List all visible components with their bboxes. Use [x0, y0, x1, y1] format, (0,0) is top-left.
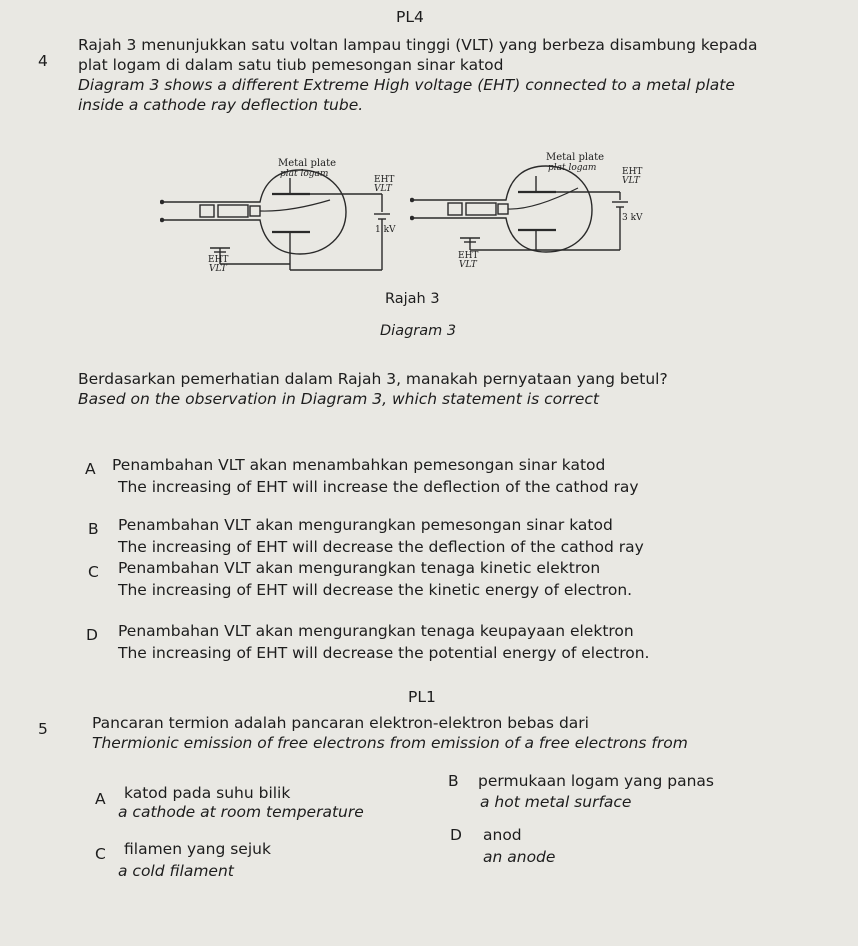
q4-option-d-ms: Penambahan VLT akan mengurangkan tenaga keupayaan elektron: [118, 622, 634, 640]
q5-option-c-en: a cold filament: [118, 862, 234, 880]
right-eht-bottom: EHT: [458, 251, 479, 261]
diagram-caption-ms: Rajah 3: [385, 291, 440, 307]
q4-option-b-letter: B: [88, 520, 99, 538]
q5-option-d-ms: anod: [483, 826, 522, 844]
q4-option-b-ms: Penambahan VLT akan mengurangkan pemesongan sinar katod: [118, 516, 613, 534]
question-4-stem-ms: Berdasarkan pemerhatian dalam Rajah 3, manakah pernyataan yang betul?: [78, 370, 668, 388]
q4-option-b-en: The increasing of EHT will decrease the deflection of the cathod ray: [118, 538, 644, 556]
right-voltage: 3 kV: [622, 213, 643, 223]
q5-option-d-en: an anode: [483, 848, 556, 866]
diagram-left: [160, 152, 420, 287]
left-vlt-bottom: VLT: [209, 264, 227, 274]
question-4-stem-en: Based on the observation in Diagram 3, which statement is correct: [78, 390, 599, 408]
left-plate-label-en: Metal plate: [278, 158, 337, 169]
q4-option-a-ms: Penambahan VLT akan menambahkan pemesongan sinar katod: [112, 456, 606, 474]
question-4-number: 4: [38, 52, 48, 70]
q5-option-b-en: a hot metal surface: [480, 793, 632, 811]
diagram-right: [410, 140, 660, 275]
q4-option-a-en: The increasing of EHT will increase the deflection of the cathod ray: [118, 478, 639, 496]
q5-option-a-ms: katod pada suhu bilik: [124, 784, 291, 802]
q5-option-b-letter: B: [448, 772, 459, 790]
left-eht-top: EHT: [374, 175, 395, 185]
question-4-intro-ms-line1: Rajah 3 menunjukkan satu voltan lampau tinggi (VLT) yang berbeza disambung kepada: [78, 36, 758, 54]
question-4-intro-en-line1: Diagram 3 shows a different Extreme High voltage (EHT) connected to a metal plate: [78, 76, 735, 94]
q5-option-d-letter: D: [450, 826, 462, 844]
q4-option-c-letter: C: [88, 563, 99, 581]
question-4-tag: PL4: [396, 8, 424, 26]
left-plate-label-ms: plat logam: [280, 169, 329, 179]
question-5-tag: PL1: [408, 688, 436, 706]
q4-option-c-ms: Penambahan VLT akan mengurangkan tenaga kinetic elektron: [118, 559, 601, 577]
question-5-stem-ms: Pancaran termion adalah pancaran elektron-elektron bebas dari: [92, 714, 589, 732]
q5-option-c-ms: filamen yang sejuk: [124, 840, 271, 858]
diagram-caption-en: Diagram 3: [380, 323, 457, 339]
q5-option-b-ms: permukaan logam yang panas: [478, 772, 714, 790]
q4-option-d-letter: D: [86, 626, 98, 644]
q5-option-a-en: a cathode at room temperature: [118, 803, 364, 821]
question-4-intro-en-line2: inside a cathode ray deflection tube.: [78, 96, 364, 114]
right-plate-label-en: Metal plate: [546, 152, 605, 163]
question-5-stem-en: Thermionic emission of free electrons from emission of a free electrons from: [92, 734, 688, 752]
left-eht-bottom: EHT: [208, 255, 229, 265]
right-eht-top: EHT: [622, 167, 643, 177]
left-voltage: 1 kV: [375, 225, 396, 235]
question-5-number: 5: [38, 720, 48, 738]
left-vlt-top: VLT: [374, 184, 392, 194]
q4-option-d-en: The increasing of EHT will decrease the potential energy of electron.: [118, 644, 650, 662]
q5-option-c-letter: C: [95, 845, 106, 863]
q4-option-a-letter: A: [85, 460, 96, 478]
question-4-intro-ms-line2: plat logam di dalam satu tiub pemesongan sinar katod: [78, 56, 504, 74]
right-vlt-top: VLT: [622, 176, 640, 186]
q5-option-a-letter: A: [95, 790, 106, 808]
right-vlt-bottom: VLT: [459, 260, 477, 270]
q4-option-c-en: The increasing of EHT will decrease the kinetic energy of electron.: [118, 581, 633, 599]
right-plate-label-ms: plat logam: [548, 163, 597, 173]
